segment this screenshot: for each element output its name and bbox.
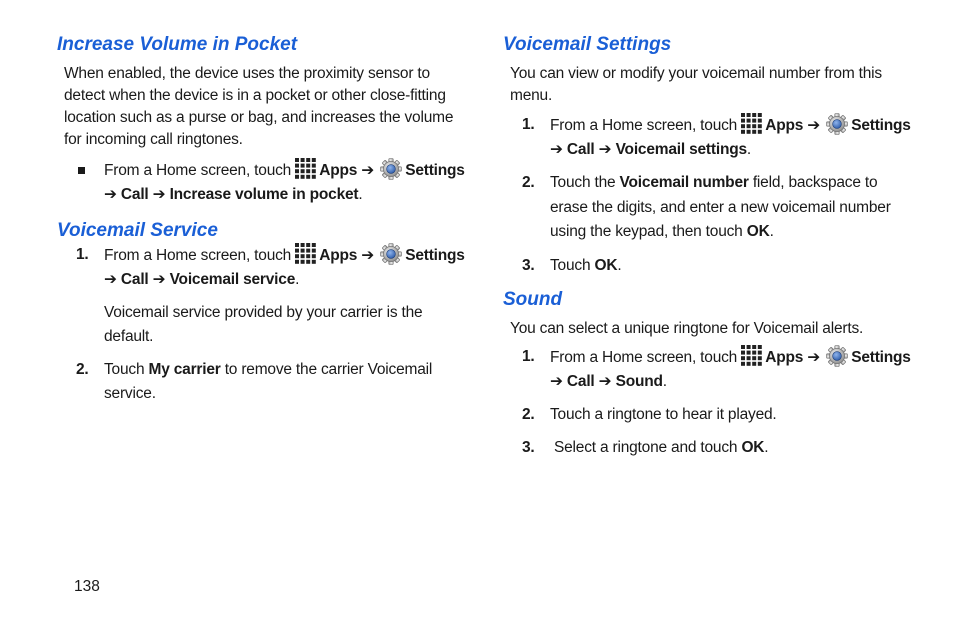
heading-sound: Sound xyxy=(503,288,563,310)
settings-label: Settings xyxy=(851,348,911,366)
service-step-1-note: Voicemail service provided by your carrier is the default. xyxy=(104,304,423,345)
settings-description: You can view or modify your voicemail number from this menu. xyxy=(510,65,882,104)
settings-gear-icon xyxy=(380,243,402,265)
settings-label: Settings xyxy=(405,162,465,179)
call-label: Call xyxy=(120,186,149,203)
increase-volume-label: Increase volume in pocket xyxy=(169,186,359,203)
call-label: Call xyxy=(120,271,149,288)
apps-grid-icon xyxy=(295,158,316,179)
heading-increase-volume-in-pocket: Increase Volume in Pocket xyxy=(57,34,298,55)
heading-voicemail-settings: Voicemail Settings xyxy=(503,34,672,55)
call-label: Call xyxy=(566,372,595,390)
arrow-icon: ➔ xyxy=(550,141,563,158)
sound-label: Sound xyxy=(615,372,663,390)
pocket-description: When enabled, the device uses the proximity sensor to detect when the device is in a pocket or other close-fitting location such as a purse or bag, and increases the volume for incoming call ringtones. xyxy=(64,65,454,148)
service-step-2: 2. Touch My carrier to remove the carrier Voicemail service. xyxy=(76,361,433,402)
service-step-1: 1. From a Home screen, touch Apps ➔ Settings ➔ Call ➔ Voicemail service. xyxy=(57,243,467,292)
sound-step-3: 3. Select a ringtone and touch OK. xyxy=(522,438,769,456)
arrow-icon: ➔ xyxy=(550,372,563,390)
apps-label: Apps xyxy=(765,117,804,134)
settings-gear-icon xyxy=(380,158,402,180)
voicemail-number-label: Voicemail number xyxy=(619,174,749,191)
settings-gear-icon xyxy=(826,113,848,135)
apps-grid-icon xyxy=(741,345,762,366)
bullet-square-icon xyxy=(78,167,85,174)
arrow-icon: ➔ xyxy=(152,271,166,288)
arrow-icon: ➔ xyxy=(361,247,375,264)
arrow-icon: ➔ xyxy=(807,117,821,134)
apps-label: Apps xyxy=(765,348,804,366)
page-number: 138 xyxy=(74,578,100,595)
apps-label: Apps xyxy=(319,162,358,179)
arrow-icon: ➔ xyxy=(104,271,117,288)
my-carrier-label: My carrier xyxy=(148,361,221,378)
arrow-icon: ➔ xyxy=(152,186,166,203)
apps-label: Apps xyxy=(319,247,358,264)
sound-step-2: 2. Touch a ringtone to hear it played. xyxy=(522,405,777,423)
voicemail-service-label: Voicemail service xyxy=(169,271,296,288)
sound-description: You can select a unique ringtone for Voicemail alerts. xyxy=(510,319,864,337)
settings-label: Settings xyxy=(851,117,911,134)
settings-step-1: 1. From a Home screen, touch Apps ➔ Settings ➔ Call ➔ Voicemail settings. xyxy=(503,113,913,162)
apps-grid-icon xyxy=(741,113,762,134)
apps-grid-icon xyxy=(295,243,316,264)
ok-label: OK xyxy=(746,223,770,240)
arrow-icon: ➔ xyxy=(361,162,375,179)
arrow-icon: ➔ xyxy=(807,348,821,366)
right-column xyxy=(503,30,913,460)
arrow-icon: ➔ xyxy=(104,186,117,203)
arrow-icon: ➔ xyxy=(598,372,612,390)
arrow-icon: ➔ xyxy=(598,141,612,158)
settings-label: Settings xyxy=(405,247,465,264)
left-column xyxy=(57,30,467,406)
settings-gear-icon xyxy=(826,345,848,367)
ok-label: OK xyxy=(741,438,765,456)
voicemail-settings-label: Voicemail settings xyxy=(615,141,747,158)
call-label: Call xyxy=(566,141,595,158)
settings-step-3: 3. Touch OK. xyxy=(522,256,622,274)
ok-label: OK xyxy=(594,256,618,274)
heading-voicemail-service: Voicemail Service xyxy=(57,220,218,241)
pocket-instruction: From a Home screen, touch Apps ➔ Settings ➔ Call ➔ Increase volume in pocket. xyxy=(57,158,467,207)
settings-step-2: 2. Touch the Voicemail number field, backspace to erase the digits, and enter a new voicemail number using the keypad, then touch OK. xyxy=(522,174,891,240)
sound-step-1: 1. From a Home screen, touch Apps ➔ Settings ➔ Call ➔ Sound. xyxy=(503,345,913,394)
